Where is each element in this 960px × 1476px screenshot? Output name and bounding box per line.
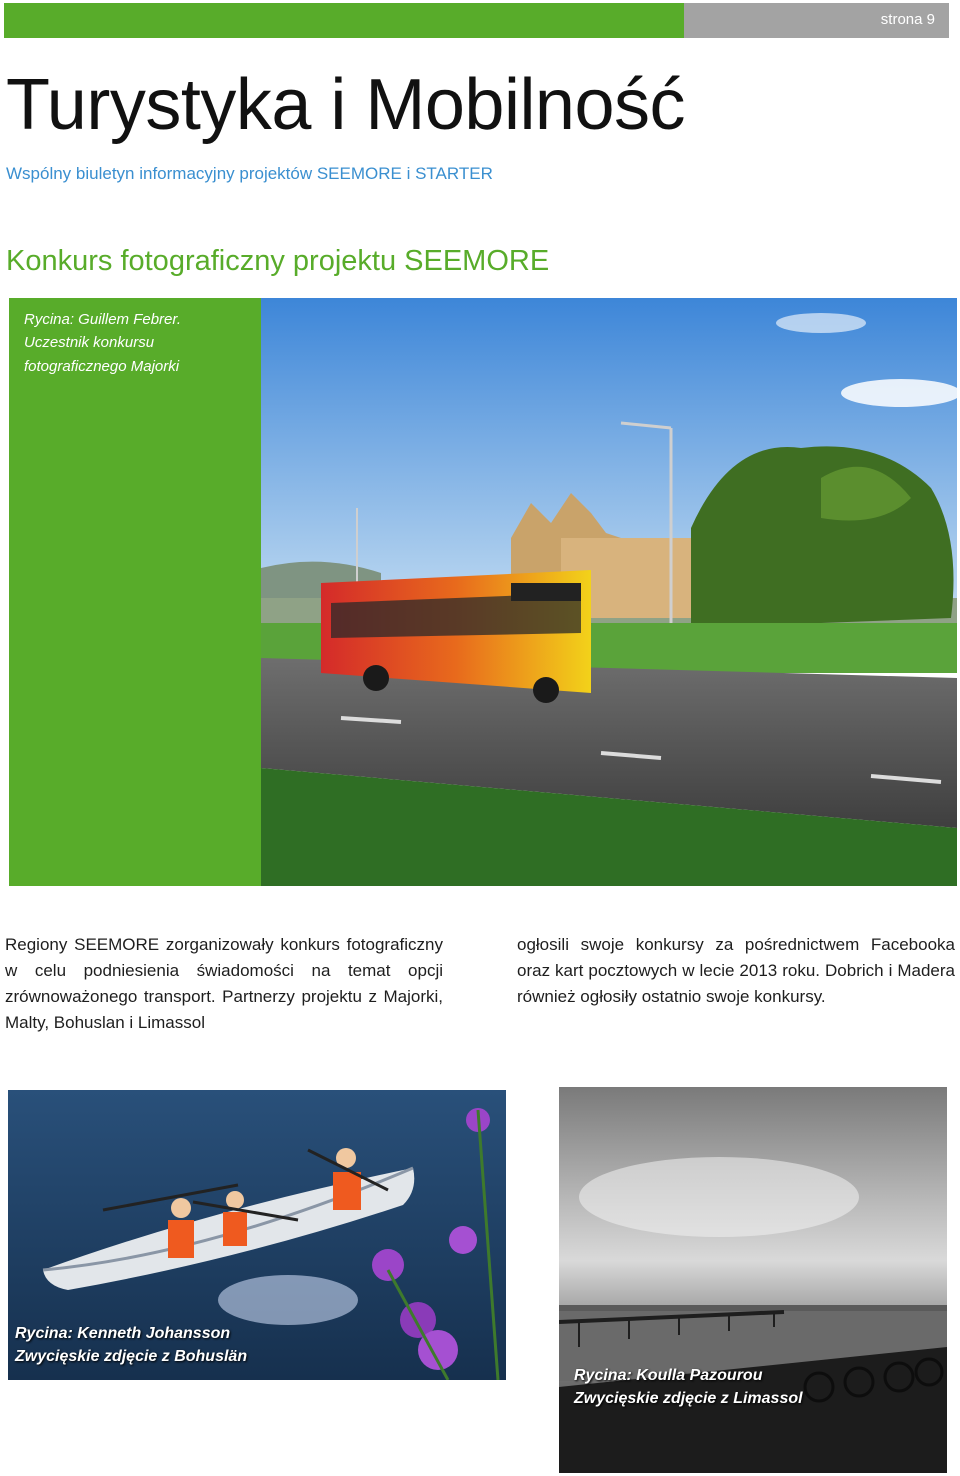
caption-description: Zwycięskie zdjęcie z Limassol bbox=[574, 1390, 803, 1407]
caption-author: Rycina: Kenneth Johansson bbox=[15, 1325, 231, 1342]
pier-photo-caption bbox=[574, 1364, 803, 1410]
pier-photo bbox=[559, 1087, 947, 1473]
section-heading: Konkurs fotograficzny projektu SEEMORE bbox=[6, 245, 550, 277]
caption-line: fotograficznego Majorki bbox=[24, 357, 180, 375]
bus-photo-caption bbox=[24, 308, 244, 378]
caption-line: Rycina: Guillem Febrer. bbox=[24, 311, 181, 328]
newsletter-title: Turystyka i Mobilność bbox=[6, 65, 686, 145]
newsletter-subtitle: Wspólny biuletyn informacyjny projektów SEEMORE i STARTER bbox=[6, 164, 493, 183]
header-green-bar bbox=[4, 3, 684, 38]
header-page-box bbox=[684, 3, 949, 38]
bus-photo bbox=[261, 298, 957, 886]
article-text-left: Regiony SEEMORE zorganizowały konkurs fotograficzny w celu podniesienia świadomości na temat opcji zrównoważonego transport. Partnerzy projektu z Majorki, Malty, Bohuslan i Limassol bbox=[5, 935, 443, 1032]
caption-panel bbox=[9, 298, 261, 886]
caption-description: Zwycięskie zdjęcie z Bohuslän bbox=[15, 1348, 248, 1365]
article-text-right: ogłosili swoje konkursy za pośrednictwem Facebooka oraz kart pocztowych w lecie 2013 roku. Dobrich i Madera również ogłosiły ostatnio swoje konkursy. bbox=[517, 935, 955, 1006]
page-number: strona 9 bbox=[880, 11, 935, 28]
caption-line: Uczestnik konkursu bbox=[24, 334, 155, 352]
caption-author: Rycina: Koulla Pazourou bbox=[574, 1367, 763, 1384]
canoe-photo-caption bbox=[15, 1322, 247, 1368]
